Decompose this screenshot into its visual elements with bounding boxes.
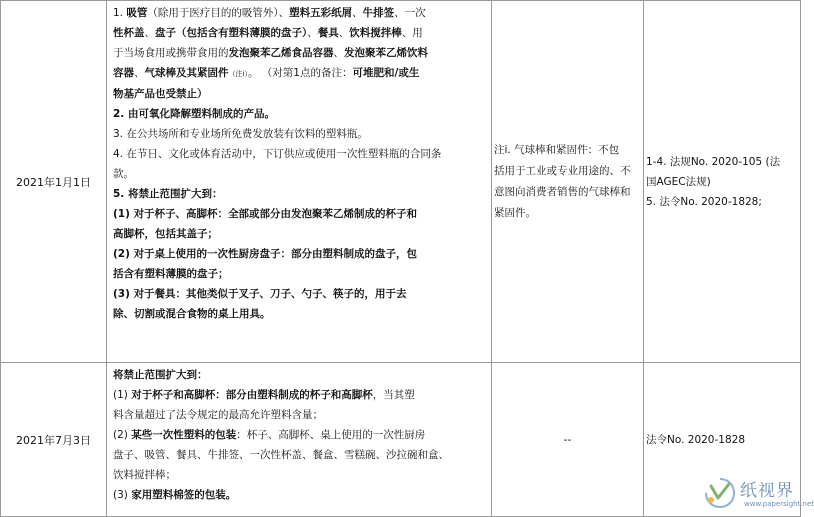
- text-line: 于当场食用或携带食用的发泡聚苯乙烯食品容器、发泡聚苯乙烯饮料: [113, 47, 428, 59]
- text-line: 款。: [113, 168, 134, 180]
- note-line: 括用于工业或专业用途的、不: [494, 164, 631, 177]
- reference-line: 1-4. 法规No. 2020-105 (法: [646, 155, 781, 168]
- note-line: 紧固件。: [494, 206, 536, 219]
- text-line: 饮料搅拌棒；: [113, 469, 176, 481]
- text-line: 物基产品也受禁止）: [113, 88, 208, 100]
- note-cell: --: [492, 363, 644, 517]
- text-line: 3. 在公共场所和专业场所免费发放装有饮料的塑料瓶。: [113, 128, 368, 140]
- text-line: 料含量超过了法令规定的最高允许塑料含量；: [113, 409, 323, 421]
- note-line: 意图向消费者销售的气球棒和: [494, 185, 631, 198]
- reference-line: 5. 法令No. 2020-1828;: [646, 195, 762, 208]
- reference-cell: [644, 1, 801, 363]
- papersight-logo-icon: [702, 476, 738, 510]
- text-line: (3) 家用塑料棉签的包装。: [113, 489, 237, 501]
- text-line: (3) 对于餐具：其他类似于叉子、刀子、勺子、筷子的，用于去: [113, 288, 407, 300]
- text-line: 盘子、吸管、餐具、牛排签、一次性杯盖、餐盒、雪糕碗、沙拉碗和盒、: [113, 449, 449, 461]
- table-row: [1, 363, 801, 517]
- text-line: 容器、气球棒及其紧固件（注i）。 （对第1点的备注：可堆肥和/或生: [113, 67, 420, 79]
- note-line: 注i. 气球棒和紧固件：不包: [494, 143, 620, 156]
- text-line: (1) 对于杯子、高脚杯：全部或部分由发泡聚苯乙烯制成的杯子和: [113, 208, 418, 220]
- table-row: [1, 1, 801, 363]
- text-line: 5. 将禁止范围扩大到：: [113, 188, 223, 200]
- text-line: (2) 对于桌上使用的一次性厨房盘子：部分由塑料制成的盘子，包: [113, 248, 418, 260]
- date-cell: 2021年7月3日: [1, 363, 107, 517]
- text-line: 性杯盖、盘子（包括含有塑料薄膜的盘子）、餐具、饮料搅拌棒、用: [113, 27, 423, 39]
- watermark-name: 纸视界: [740, 481, 794, 501]
- watermark: [698, 470, 814, 516]
- text-line: 2. 由可氧化降解塑料制成的产品。: [113, 108, 275, 120]
- reference-line: 国AGEC法规): [646, 175, 711, 188]
- text-line: (1) 对于杯子和高脚杯：部分由塑料制成的杯子和高脚杯，当其塑: [113, 389, 415, 401]
- text-line: (2) 某些一次性塑料的包装：杯子、高脚杯、桌上使用的一次性厨房: [113, 429, 426, 441]
- date-cell: 2021年1月1日: [1, 1, 107, 363]
- text-line: 括含有塑料薄膜的盘子；: [113, 268, 229, 280]
- text-line: 1. 吸管（除用于医疗目的的吸管外）、塑料五彩纸屑、牛排签、一次: [113, 7, 426, 19]
- text-line: 将禁止范围扩大到：: [113, 369, 208, 381]
- text-line: 除、切割或混合食物的桌上用具。: [113, 308, 271, 320]
- content-cell: [107, 1, 492, 363]
- reference-cell: 法令No. 2020-1828: [644, 363, 801, 517]
- text-line: 高脚杯，包括其盖子；: [113, 228, 218, 240]
- content-cell: [107, 363, 492, 517]
- text-line: 4. 在节日、文化或体育活动中，下订供应或使用一次性塑料瓶的合同条: [113, 148, 442, 160]
- watermark-url: www.papersight.net: [744, 500, 814, 508]
- note-cell: [492, 1, 644, 363]
